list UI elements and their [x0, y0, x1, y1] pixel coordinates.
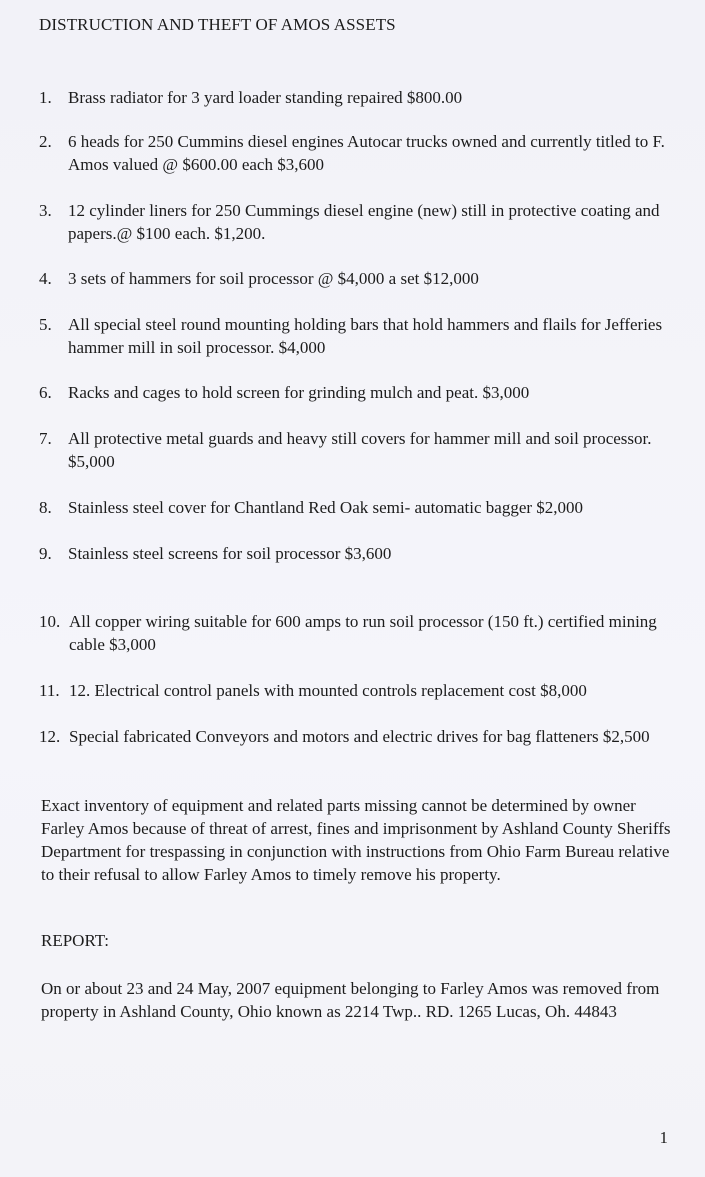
list-item-number: 2.	[39, 132, 52, 151]
list-item-number: 9.	[39, 544, 52, 563]
list-item-text: Racks and cages to hold screen for grinding mulch and peat. $3,000	[68, 383, 530, 402]
list-item-text: 6 heads for 250 Cummins diesel engines Autocar trucks owned and currently titled to F. Amos valued @ $600.00 each $3,600	[68, 132, 665, 174]
list-item-number: 11.	[39, 681, 60, 700]
page-number: 1	[659, 1128, 668, 1147]
list-item-number: 10.	[39, 612, 61, 631]
list-item-text: All copper wiring suitable for 600 amps to run soil processor (150 ft.) certified mining cable $3,000	[69, 612, 657, 654]
inventory-note: Exact inventory of equipment and related parts missing cannot be determined by owner Farley Amos because of threat of arrest, fines and imprisonment by Ashland County Sheriffs Department for trespassing in conjunction with instructions from Ohio Farm Bureau relative to their refusal to allow Farley Amos to timely remove his property.	[41, 796, 671, 884]
list-item-number: 12.	[39, 727, 61, 746]
list-item-text: All protective metal guards and heavy still covers for hammer mill and soil processor. $5,000	[68, 429, 652, 471]
list-item-text: 12 cylinder liners for 250 Cummings diesel engine (new) still in protective coating and papers.@ $100 each. $1,200.	[68, 201, 660, 243]
list-item-number: 3.	[39, 201, 52, 220]
report-text: On or about 23 and 24 May, 2007 equipment belonging to Farley Amos was removed from property in Ashland County, Ohio known as 2214 Twp.. RD. 1265 Lucas, Oh. 44843	[41, 979, 660, 1021]
list-item-number: 8.	[39, 498, 52, 517]
list-item-text: 12. Electrical control panels with mounted controls replacement cost $8,000	[69, 681, 587, 700]
list-item-number: 5.	[39, 315, 52, 334]
list-item-text: Stainless steel cover for Chantland Red Oak semi- automatic bagger $2,000	[68, 498, 584, 517]
list-item-text: Brass radiator for 3 yard loader standing repaired $800.00	[68, 88, 463, 107]
list-item-number: 4.	[39, 269, 52, 288]
list-item-text: All special steel round mounting holding bars that hold hammers and flails for Jefferies hammer mill in soil processor. $4,000	[68, 315, 663, 357]
list-item-number: 1.	[39, 88, 52, 107]
document-title: DISTRUCTION AND THEFT OF AMOS ASSETS	[39, 15, 396, 34]
list-item-number: 7.	[39, 429, 52, 448]
report-heading: REPORT:	[41, 931, 110, 950]
list-item-text: Stainless steel screens for soil processor $3,600	[68, 544, 392, 563]
list-item-number: 6.	[39, 383, 52, 402]
list-item-text: Special fabricated Conveyors and motors and electric drives for bag flatteners $2,500	[69, 727, 650, 746]
list-item-text: 3 sets of hammers for soil processor @ $4,000 a set $12,000	[68, 269, 479, 288]
